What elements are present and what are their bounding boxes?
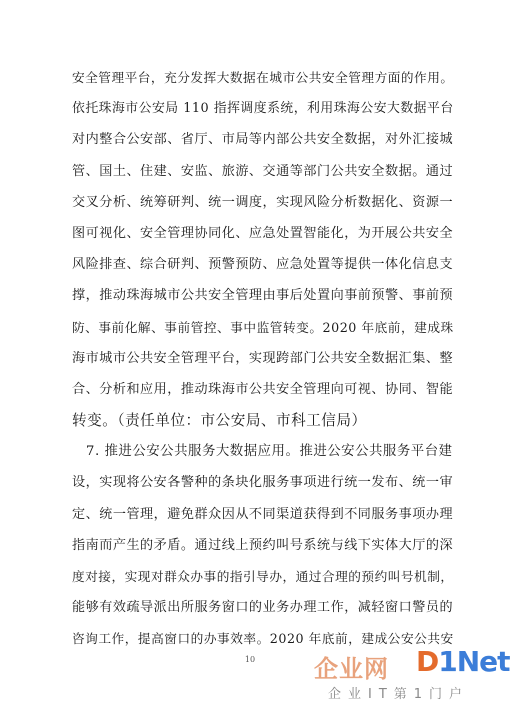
text-line: 海市城市公共安全管理平台，实现跨部门公共安全数据汇集、整: [72, 350, 454, 366]
text-line: 转变。（责任单位：市公安局、市科工信局）: [72, 412, 367, 430]
text-line: 能够有效疏导派出所服务窗口的业务办理工作，减轻窗口警员的: [72, 600, 454, 616]
text-line: 安全管理平台，充分发挥大数据在城市公共安全管理方面的作用。: [72, 70, 454, 85]
text-line: 图可视化、安全管理协同化、应急处置智能化，为开展公共安全: [72, 225, 454, 241]
text-line: 度对接，实现对群众办事的指引导办，通过合理的预约叫号机制，: [72, 569, 454, 584]
body-text: [72, 62, 452, 655]
watermark-subtitle: 企业IT第1门户: [328, 687, 470, 702]
page-number: 10: [244, 655, 256, 664]
watermark-cn-text: 企业网: [314, 655, 389, 683]
watermark-logo: [304, 645, 510, 703]
text-line: 设，实现将公安各警种的条块化服务事项进行统一发布、统一审: [72, 475, 454, 491]
text-line: 咨询工作，提高窗口的办事效率。2020 年底前，建成公安公共安: [72, 631, 454, 647]
watermark-brand: D1Net: [416, 645, 510, 678]
text-line: 风险排查、综合研判、预警预防、应急处置等提供一体化信息支: [72, 257, 454, 273]
text-line: 防、事前化解、事前管控、事中监管转变。2020 年底前，建成珠: [72, 319, 454, 335]
text-line: 依托珠海市公安局 110 指挥调度系统，利用珠海公安大数据平台: [72, 101, 454, 117]
text-line: 指南而产生的矛盾。通过线上预约叫号系统与线下实体大厅的深: [72, 537, 454, 553]
text-line: 7. 推进公安公共服务大数据应用。推进公安公共服务平台建: [72, 444, 453, 460]
text-line: 管、国土、住建、安监、旅游、交通等部门公共安全数据。通过: [72, 163, 454, 179]
text-line: 定、统一管理，避免群众因从不同渠道获得到不同服务事项办理: [72, 506, 454, 522]
text-line: 合、分析和应用，推动珠海市公共安全管理向可视、协同、智能: [72, 381, 454, 397]
text-line: 撑，推动珠海城市公共安全管理由事后处置向事前预警、事前预: [72, 288, 454, 304]
text-line: 交叉分析、统筹研判、统一调度，实现风险分析数据化、资源一: [72, 194, 454, 210]
text-line: 对内整合公安部、省厅、市局等内部公共安全数据，对外汇接城: [72, 132, 454, 148]
